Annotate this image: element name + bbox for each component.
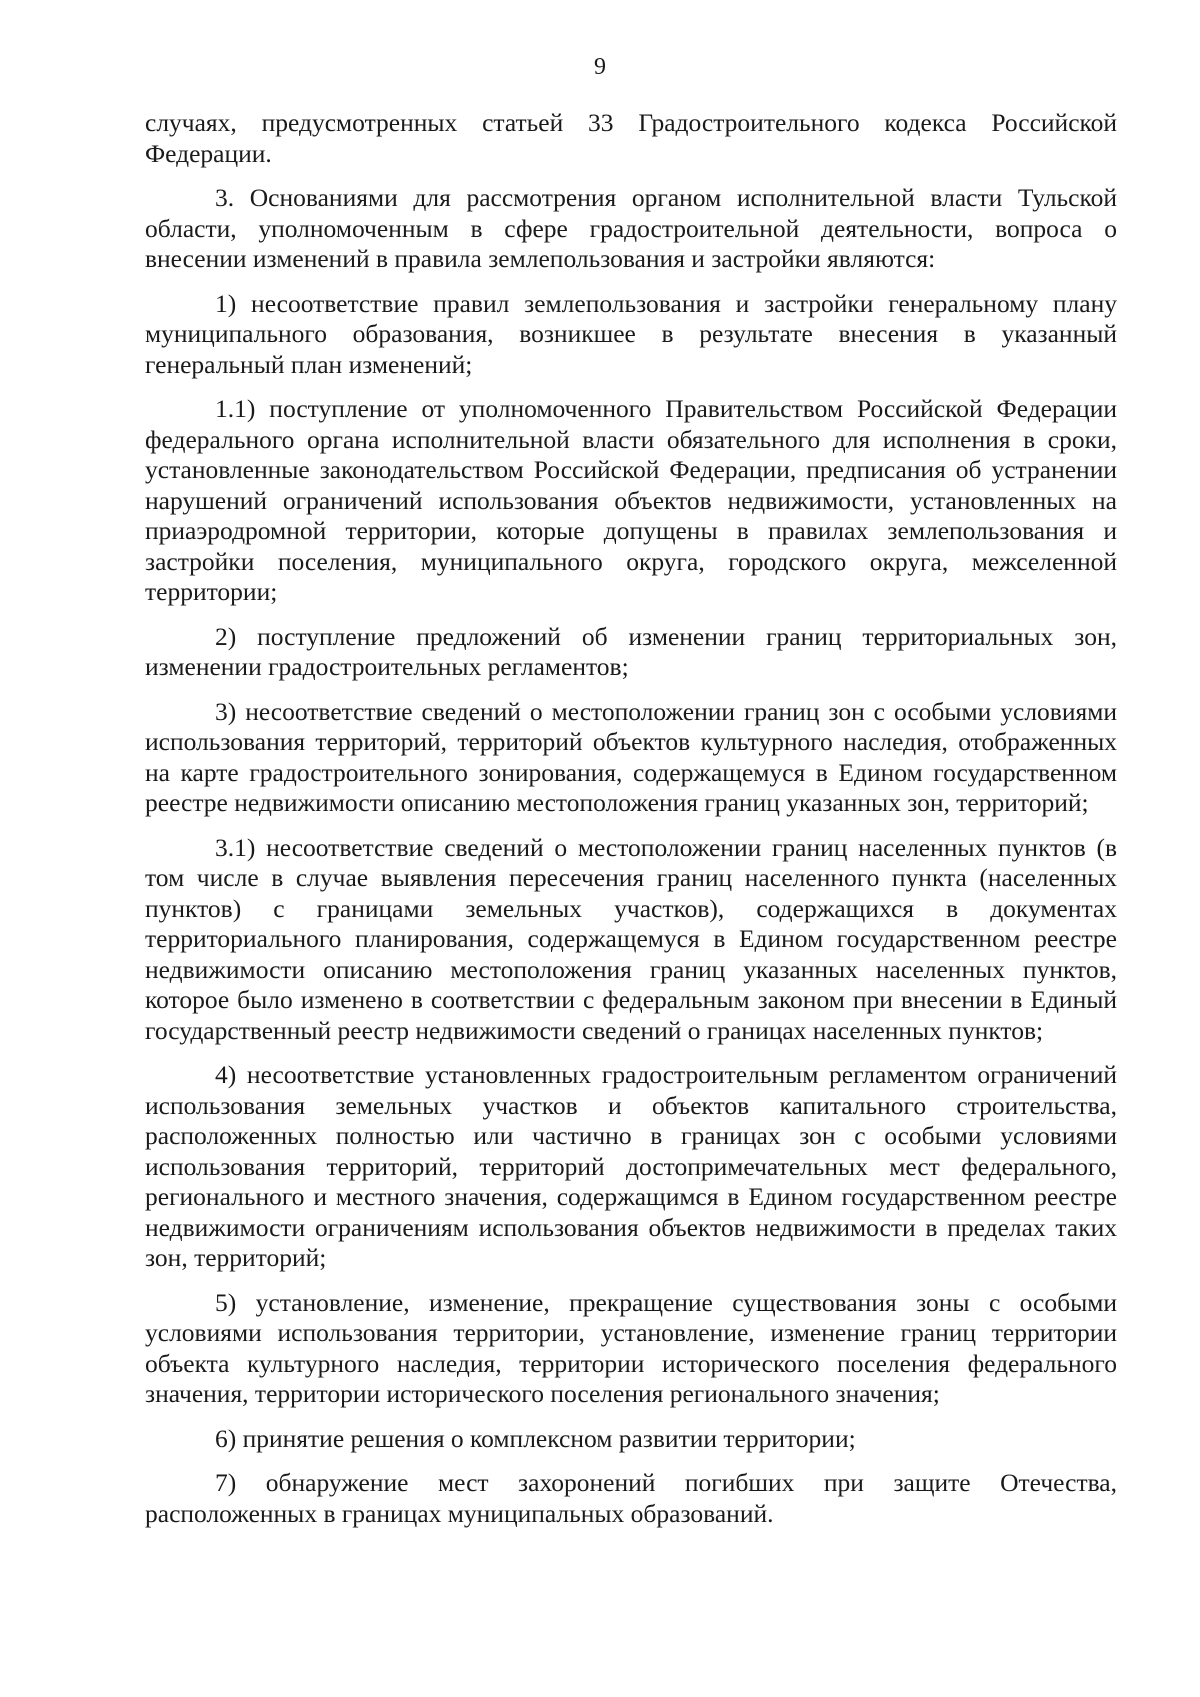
paragraph-subitem-6: 6) принятие решения о комплексном развитии территории; — [215, 1423, 856, 1453]
paragraph-subitem-1-1: 1.1) поступление от уполномоченного Правительством Российской Федерации федерального органа исполнительной власти обязательного для исполнения в сроки, установленные законодательством Российской Федерации, предписания об устранении нарушений ограничений использования объектов недвижимости, установленных на приаэродромной территории, которые допущены в правилах землепользования и застройки поселения, муниципального округа, городского округа, межселенной территории; — [145, 394, 1117, 606]
paragraph-subitem-5: 5) установление, изменение, прекращение существования зоны с особыми условиями использования территории, установление, изменение границ территории объекта культурного наследия, территории исторического поселения федерального значения, территории исторического поселения регионального значения; — [145, 1287, 1117, 1408]
paragraph-subitem-4: 4) несоответствие установленных градостроительным регламентом ограничений использования земельных участков и объектов капитального строительства, расположенных полностью или частично в границах зон с особыми условиями использования территорий, территорий достопримечательных мест федерального, регионального и местного значения, содержащимся в Едином государственном реестре недвижимости ограничениям использования объектов недвижимости в пределах таких зон, территорий; — [145, 1060, 1117, 1272]
paragraph-item-3: 3. Основаниями для рассмотрения органом исполнительной власти Тульской области, уполномоченным в сфере градостроительной деятельности, вопроса о внесении изменений в правила землепользования и застройки являются: — [145, 183, 1117, 273]
paragraph-continuation: случаях, предусмотренных статьей 33 Градостроительного кодекса Российской Федерации. — [145, 108, 1117, 168]
paragraph-subitem-3: 3) несоответствие сведений о местоположении границ зон с особыми условиями использования территорий, территорий объектов культурного наследия, отображенных на карте градостроительного зонирования, содержащемуся в Едином государственном реестре недвижимости описанию местоположения границ указанных зон, территорий; — [145, 696, 1117, 817]
paragraph-subitem-2: 2) поступление предложений об изменении границ территориальных зон, изменении градостроительных регламентов; — [145, 621, 1117, 681]
paragraph-subitem-7: 7) обнаружение мест захоронений погибших при защите Отечества, расположенных в границах муниципальных образований. — [145, 1468, 1117, 1528]
paragraph-subitem-3-1: 3.1) несоответствие сведений о местоположении границ населенных пунктов (в том числе в случае выявления пересечения границ населенного пункта (населенных пунктов) с границами земельных участков), содержащихся в документах территориального планирования, содержащемуся в Едином государственном реестре недвижимости описанию местоположения границ указанных населенных пунктов, которое было изменено в соответствии с федеральным законом при внесении в Единый государственный реестр недвижимости сведений о границах населенных пунктов; — [145, 832, 1117, 1045]
paragraph-subitem-1: 1) несоответствие правил землепользования и застройки генеральному плану муниципального образования, возникшее в результате внесения в указанный генеральный план изменений; — [145, 288, 1117, 379]
page-number: 9 — [594, 54, 606, 80]
document-body — [145, 108, 1117, 1543]
